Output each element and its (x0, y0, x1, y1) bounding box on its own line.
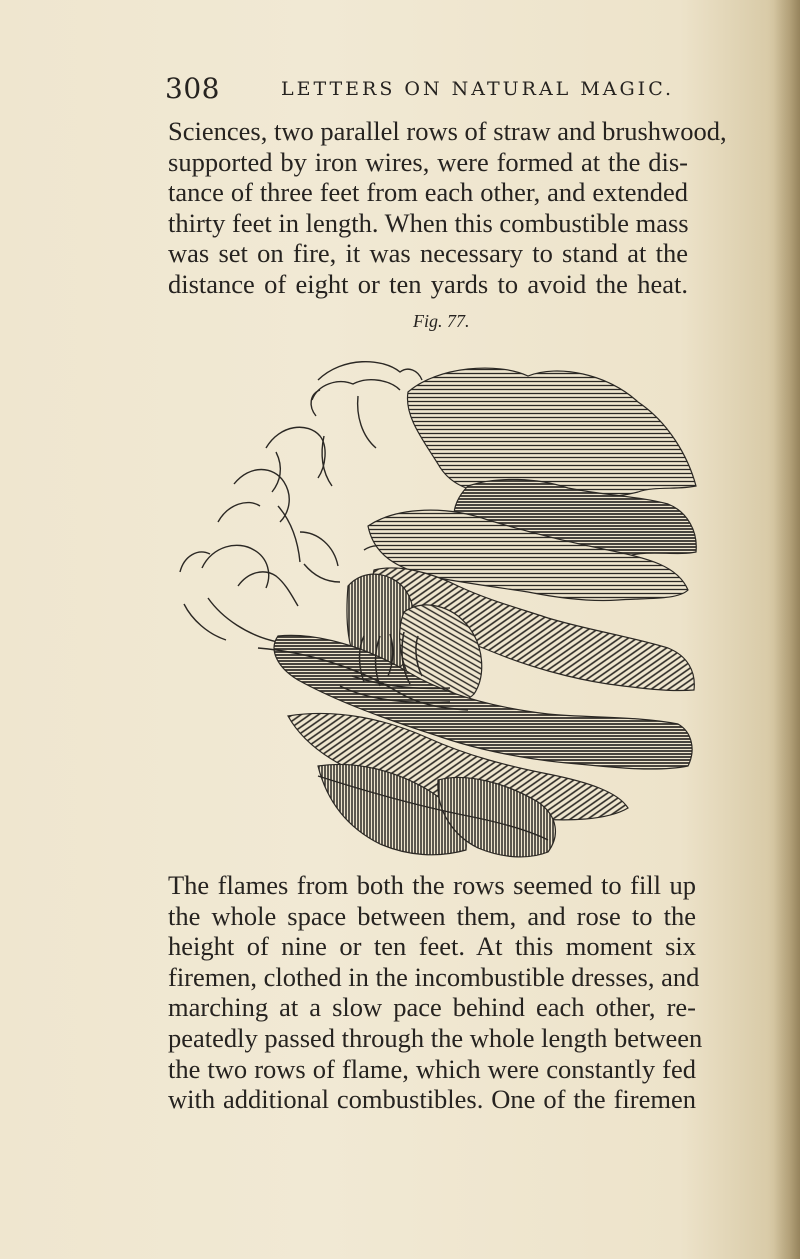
text-line: the whole space between them, and rose to the (168, 900, 696, 931)
page-number: 308 (165, 72, 220, 105)
text-line: peatedly passed through the whole length between (168, 1022, 703, 1053)
paragraph-top (168, 116, 727, 300)
text-line: marching at a slow pace behind each other, re- (168, 992, 696, 1023)
text-line: Sciences, two parallel rows of straw and brushwood, (168, 116, 727, 146)
text-line: firemen, clothed in the incombustible dresses, and (168, 961, 700, 992)
text-line: height of nine or ten feet. At this moment six (168, 931, 696, 962)
text-line: The flames from both the rows seemed to fill up (168, 870, 696, 900)
text-line: with additional combustibles. One of the firemen (168, 1084, 696, 1115)
page-edge-shadow (774, 0, 800, 1259)
flame-mass-hatched (274, 368, 696, 857)
text-line: supported by iron wires, were formed at the dis- (168, 146, 688, 177)
engraving-flames-illustration (168, 336, 700, 866)
text-line: the two rows of flame, which were constantly fed (168, 1053, 696, 1084)
running-head: LETTERS ON NATURAL MAGIC. (281, 78, 675, 100)
text-line: thirty feet in length. When this combustible mass (168, 207, 689, 238)
page-header (165, 72, 685, 108)
paragraph-bottom (168, 870, 703, 1115)
text-line: was set on fire, it was necessary to stand at the (168, 238, 688, 269)
text-line: tance of three feet from each other, and extended (168, 177, 688, 208)
text-line: distance of eight or ten yards to avoid the heat. (168, 268, 688, 299)
figure-caption: Fig. 77. (413, 311, 470, 331)
